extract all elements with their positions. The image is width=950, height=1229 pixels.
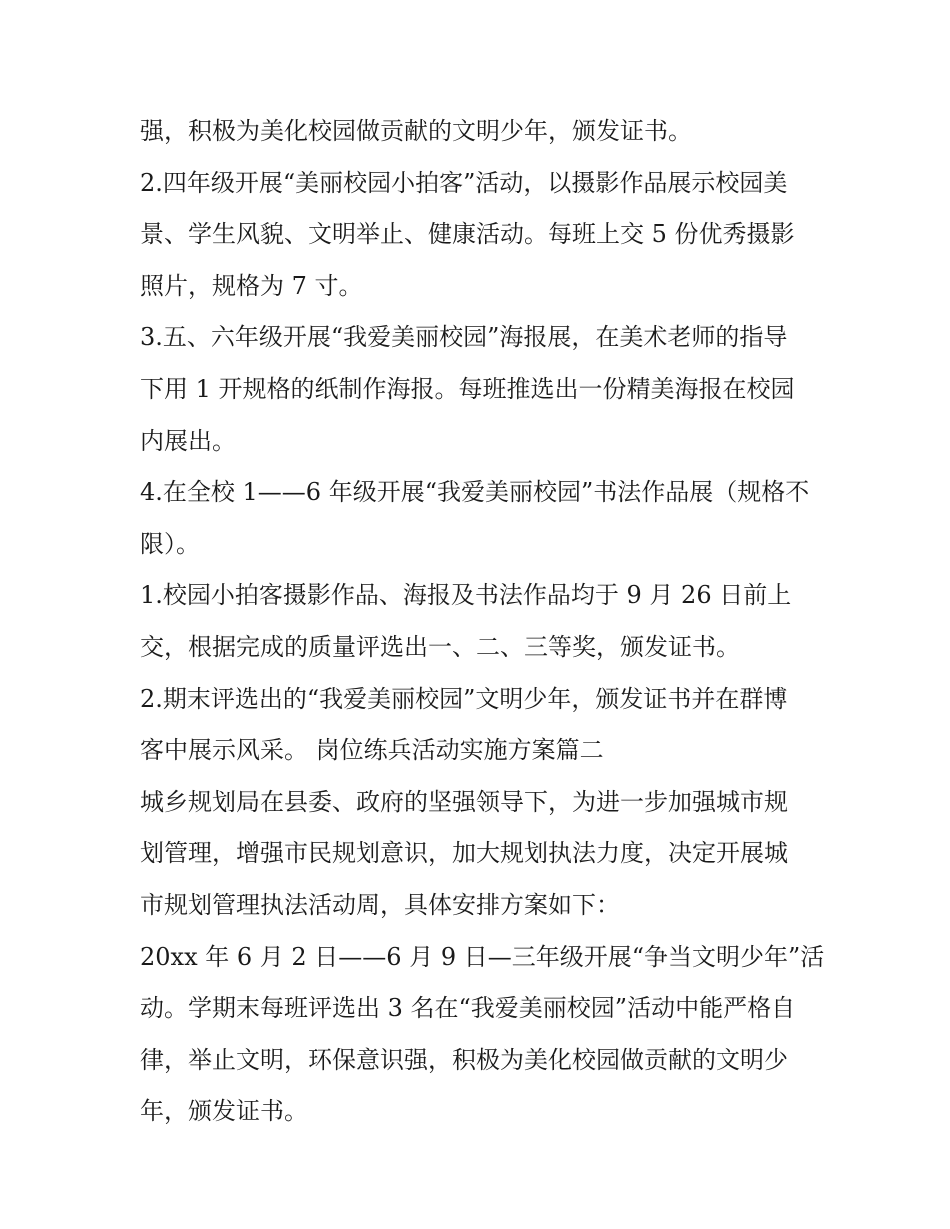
text-line: 动。学期末每班评选出 3 名在“我爱美丽校园”活动中能严格自 <box>140 994 796 1023</box>
text-line: 20xx 年 6 月 2 日——6 月 9 日—三年级开展“争当文明少年”活 <box>140 942 825 971</box>
text-line: 4.在全校 1——6 年级开展“我爱美丽校园”书法作品展（规格不 <box>140 478 810 507</box>
body-text <box>140 106 825 1138</box>
text-line: 2.四年级开展“美丽校园小拍客”活动，以摄影作品展示校园美 <box>140 168 788 197</box>
text-line: 照片，规格为 7 寸。 <box>140 271 363 300</box>
text-line: 年，颁发证书。 <box>140 1097 308 1126</box>
text-line: 律，举止文明，环保意识强，积极为美化校园做贡献的文明少 <box>140 1045 788 1074</box>
text-line: 市规划管理执法活动周，具体安排方案如下： <box>140 890 620 919</box>
text-line: 内展出。 <box>140 426 236 455</box>
text-line: 1.校园小拍客摄影作品、海报及书法作品均于 9 月 26 日前上 <box>140 581 792 610</box>
text-line: 划管理，增强市民规划意识，加大规划执法力度，决定开展城 <box>140 839 788 868</box>
text-line: 城乡规划局在县委、政府的坚强领导下，为进一步加强城市规 <box>140 787 788 816</box>
text-line: 限）。 <box>140 529 200 558</box>
text-line: 强，积极为美化校园做贡献的文明少年，颁发证书。 <box>140 117 692 145</box>
text-line: 客中展示风采。 岗位练兵活动实施方案篇二 <box>140 736 604 765</box>
text-line: 交，根据完成的质量评选出一、二、三等奖，颁发证书。 <box>140 632 740 661</box>
text-line: 下用 1 开规格的纸制作海报。每班推选出一份精美海报在校园 <box>140 374 795 403</box>
text-line: 3.五、六年级开展“我爱美丽校园”海报展，在美术老师的指导 <box>140 323 788 352</box>
text-line: 景、学生风貌、文明举止、健康活动。每班上交 5 份优秀摄影 <box>140 220 795 249</box>
text-line: 2.期末评选出的“我爱美丽校园”文明少年，颁发证书并在群博 <box>140 684 788 713</box>
